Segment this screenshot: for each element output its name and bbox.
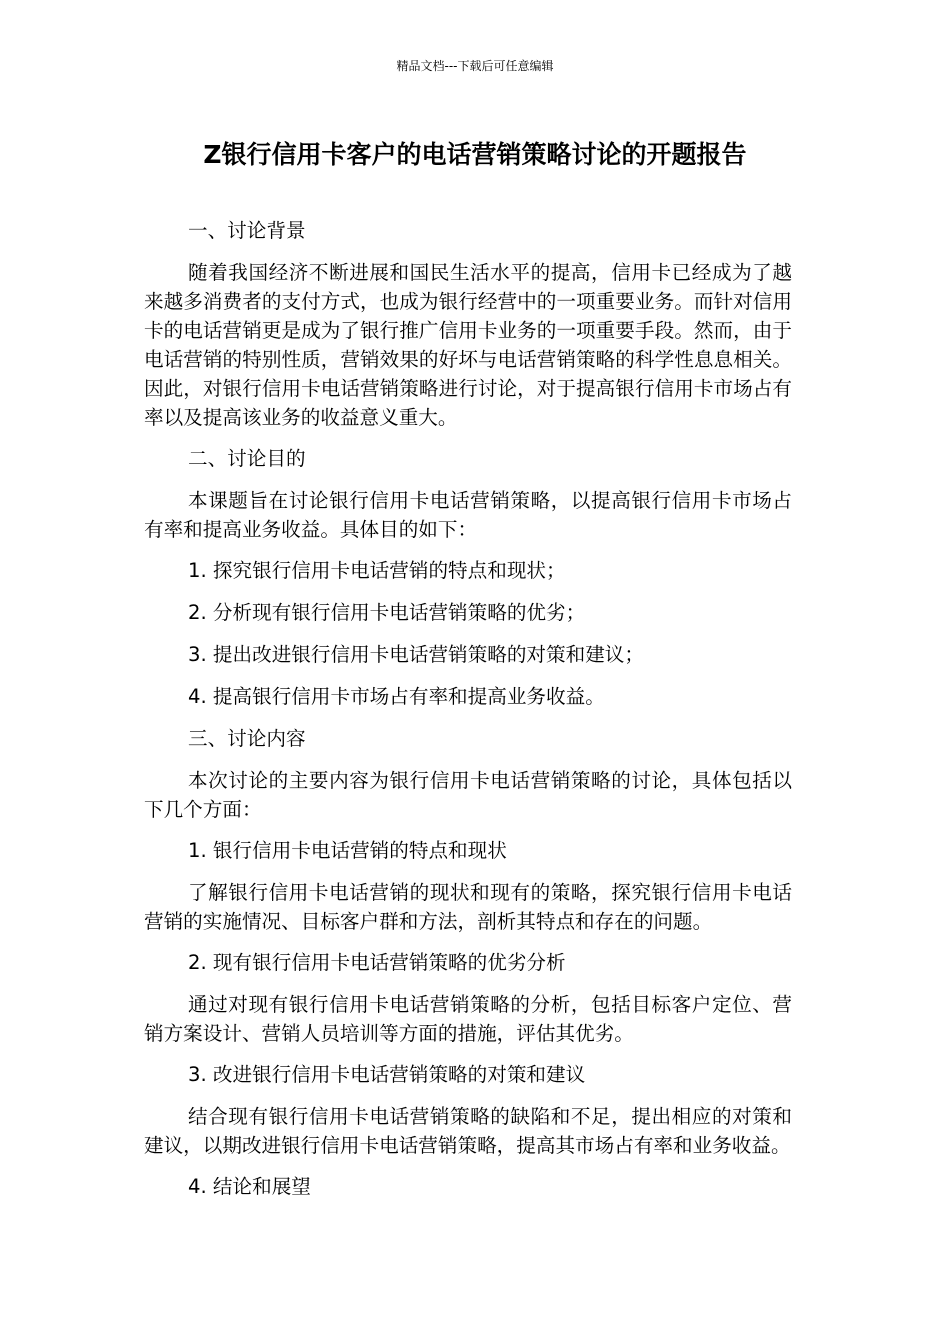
- section-heading-background: 一、讨论背景: [188, 219, 306, 242]
- purpose-item: 2. 分析现有银行信用卡电话营销策略的优劣；: [188, 601, 586, 624]
- subsection-title: 1. 银行信用卡电话营销的特点和现状: [188, 839, 507, 862]
- content-paragraph: 本次讨论的主要内容为银行信用卡电话营销策略的讨论，具体包括以下几个方面：: [144, 769, 792, 821]
- subsection-title: 2. 现有银行信用卡电话营销策略的优劣分析: [188, 951, 566, 974]
- section-heading-purpose: 二、讨论目的: [188, 447, 306, 470]
- header-note: 精品文档---下载后可任意编辑: [396, 59, 554, 73]
- subsection-title: 3. 改进银行信用卡电话营销策略的对策和建议: [188, 1063, 586, 1086]
- purpose-item: 4. 提高银行信用卡市场占有率和提高业务收益。: [188, 685, 605, 708]
- purpose-paragraph: 本课题旨在讨论银行信用卡电话营销策略，以提高银行信用卡市场占有率和提高业务收益。具体目的如下：: [144, 489, 792, 541]
- document-title: Z银行信用卡客户的电话营销策略讨论的开题报告: [203, 140, 747, 169]
- subsection-text: 了解银行信用卡电话营销的现状和现有的策略，探究银行信用卡电话营销的实施情况、目标客户群和方法，剖析其特点和存在的问题。: [144, 881, 792, 933]
- subsection-text: 结合现有银行信用卡电话营销策略的缺陷和不足，提出相应的对策和建议，以期改进银行信用卡电话营销策略，提高其市场占有率和业务收益。: [144, 1105, 792, 1157]
- subsection-title: 4. 结论和展望: [188, 1175, 311, 1198]
- background-paragraph: 随着我国经济不断进展和国民生活水平的提高，信用卡已经成为了越来越多消费者的支付方式，也成为银行经营中的一项重要业务。而针对信用卡的电话营销更是成为了银行推广信用卡业务的一项重要手段。然而，由于电话营销的特别性质，营销效果的好坏与电话营销策略的科学性息息相关。因此，对银行信用卡电话营销策略进行讨论，对于提高银行信用卡市场占有率以及提高该业务的收益意义重大。: [144, 261, 792, 429]
- section-heading-content: 三、讨论内容: [188, 727, 306, 750]
- purpose-item: 1. 探究银行信用卡电话营销的特点和现状；: [188, 559, 566, 582]
- document-body: [144, 216, 792, 1214]
- subsection-text: 通过对现有银行信用卡电话营销策略的分析，包括目标客户定位、营销方案设计、营销人员培训等方面的措施，评估其优劣。: [144, 993, 792, 1045]
- purpose-item: 3. 提出改进银行信用卡电话营销策略的对策和建议；: [188, 643, 644, 666]
